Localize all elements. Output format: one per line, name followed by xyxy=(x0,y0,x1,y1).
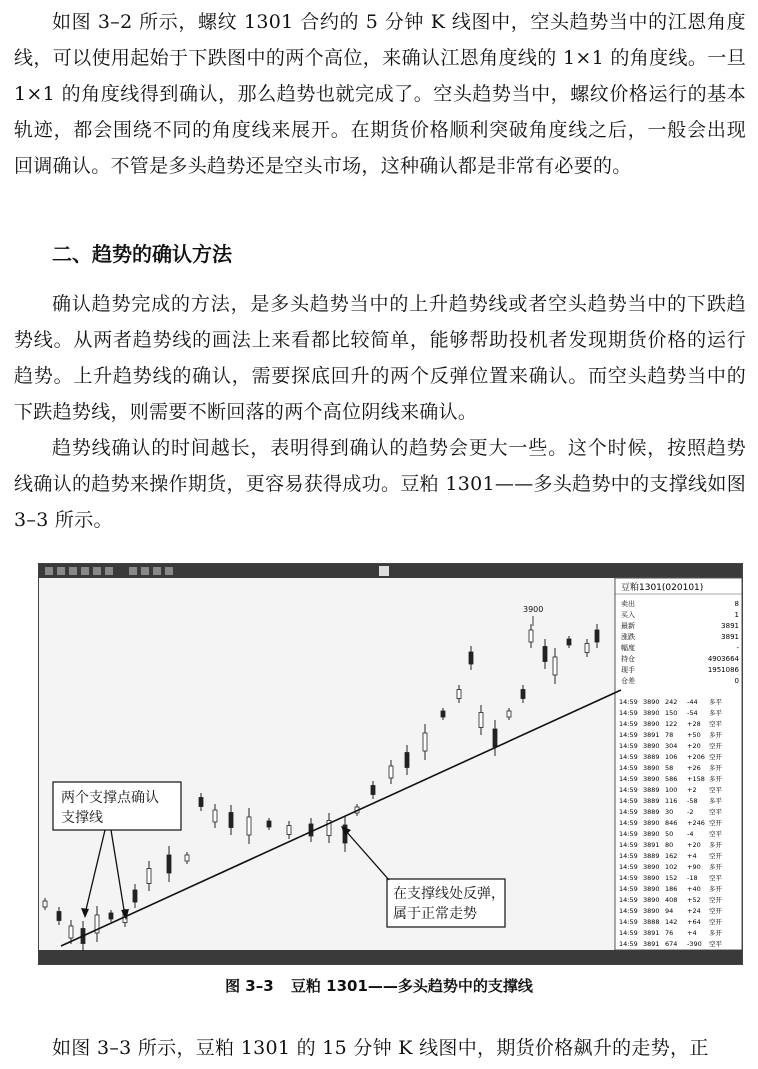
tick-cell: 14:59 xyxy=(619,808,638,816)
tick-cell: 3889 xyxy=(643,852,660,860)
candle-body xyxy=(69,926,73,938)
tick-cell: 多开 xyxy=(709,731,722,739)
tick-cell: 3890 xyxy=(643,863,660,871)
tick-cell: 30 xyxy=(665,808,674,816)
candle-body xyxy=(595,630,599,642)
tick-cell: 186 xyxy=(665,885,678,893)
candle-body xyxy=(199,798,203,807)
tick-cell: 多平 xyxy=(709,797,722,805)
tick-cell: 78 xyxy=(665,731,674,739)
tick-cell: 14:59 xyxy=(619,731,638,739)
tick-cell: 3890 xyxy=(643,720,660,728)
tick-cell: 3889 xyxy=(643,797,660,805)
tick-cell: 多开 xyxy=(709,863,722,871)
candle-body xyxy=(529,630,533,642)
tick-cell: 多开 xyxy=(709,929,722,937)
candle-body xyxy=(371,786,375,795)
tick-cell: 14:59 xyxy=(619,918,638,926)
tick-cell: 14:59 xyxy=(619,841,638,849)
tick-cell: 14:59 xyxy=(619,830,638,838)
tick-cell: 多开 xyxy=(709,841,722,849)
tick-cell: 14:59 xyxy=(619,929,638,937)
quote-label: 幅度 xyxy=(621,644,635,652)
candle-body xyxy=(521,690,525,699)
tick-cell: 3891 xyxy=(643,841,660,849)
figure-caption-title: 豆粕 1301——多头趋势中的支撑线 xyxy=(290,977,533,995)
candle-body xyxy=(267,821,271,827)
tick-cell: 14:59 xyxy=(619,742,638,750)
tick-cell: 408 xyxy=(665,896,678,904)
candle-body xyxy=(441,711,445,717)
candle-body xyxy=(585,644,589,653)
tick-cell: 空开 xyxy=(709,753,722,761)
tick-cell: +206 xyxy=(687,753,705,761)
tick-cell: -4 xyxy=(687,830,694,838)
candle-body xyxy=(469,652,473,664)
tick-cell: 3891 xyxy=(643,929,660,937)
candle-body xyxy=(147,869,151,884)
tick-cell: 14:59 xyxy=(619,764,638,772)
tick-cell: 14:59 xyxy=(619,753,638,761)
tick-cell: 14:59 xyxy=(619,709,638,717)
tick-cell: +158 xyxy=(687,775,705,783)
tick-cell: +4 xyxy=(687,852,697,860)
tick-cell: 14:59 xyxy=(619,797,638,805)
quote-label: 最新 xyxy=(621,622,635,630)
tick-cell: 多平 xyxy=(709,698,722,706)
quote-label: 持仓 xyxy=(621,655,635,663)
tick-cell: 3890 xyxy=(643,742,660,750)
tick-cell: 94 xyxy=(665,907,674,915)
tick-cell: +24 xyxy=(687,907,701,915)
tick-cell: -2 xyxy=(687,808,694,816)
tick-cell: +50 xyxy=(687,731,701,739)
tick-cell: 3890 xyxy=(643,764,660,772)
tick-cell: 14:59 xyxy=(619,907,638,915)
tick-cell: 空平 xyxy=(709,786,722,794)
tick-cell: 152 xyxy=(665,874,678,882)
tick-cell: +52 xyxy=(687,896,701,904)
tick-cell: 58 xyxy=(665,764,674,772)
tick-cell: +4 xyxy=(687,929,697,937)
quote-value: - xyxy=(736,644,739,652)
tick-cell: 空平 xyxy=(709,808,722,816)
tick-cell: 14:59 xyxy=(619,885,638,893)
quote-label: 现手 xyxy=(621,666,635,674)
tick-cell: 多开 xyxy=(709,885,722,893)
tick-cell: 空开 xyxy=(709,918,722,926)
tick-cell: 586 xyxy=(665,775,678,783)
quote-label: 仓差 xyxy=(621,677,635,685)
tick-cell: +20 xyxy=(687,841,701,849)
tick-cell: 3891 xyxy=(643,731,660,739)
figure-candlestick-chart xyxy=(38,563,743,965)
tick-cell: 142 xyxy=(665,918,678,926)
tick-cell: +2 xyxy=(687,786,697,794)
tick-cell: 3889 xyxy=(643,786,660,794)
tick-cell: 3890 xyxy=(643,885,660,893)
tick-cell: 空开 xyxy=(709,819,722,827)
tick-cell: 3890 xyxy=(643,896,660,904)
candle-body xyxy=(43,901,47,907)
tick-cell: 242 xyxy=(665,698,678,706)
tick-cell: +28 xyxy=(687,720,701,728)
tick-cell: 3890 xyxy=(643,819,660,827)
quote-value: 0 xyxy=(734,677,739,685)
candle-body xyxy=(247,817,251,835)
quote-label: 买入 xyxy=(621,611,635,619)
tick-cell: 14:59 xyxy=(619,720,638,728)
quote-value: 3891 xyxy=(721,622,739,630)
tick-cell: 3890 xyxy=(643,830,660,838)
tick-cell: 106 xyxy=(665,753,678,761)
peak-price-label: 3900 xyxy=(523,605,544,614)
tick-cell: 14:59 xyxy=(619,874,638,882)
tick-cell: 3888 xyxy=(643,918,660,926)
quote-value: 8 xyxy=(734,600,739,608)
candle-body xyxy=(57,912,61,921)
tick-cell: +26 xyxy=(687,764,701,772)
tick-cell: 304 xyxy=(665,742,678,750)
tick-cell: 3889 xyxy=(643,753,660,761)
tick-cell: 76 xyxy=(665,929,674,937)
candle-body xyxy=(109,913,113,919)
tick-cell: 674 xyxy=(665,940,678,948)
quote-label: 卖出 xyxy=(621,600,635,608)
tick-cell: 3890 xyxy=(643,698,660,706)
tick-cell: 3889 xyxy=(643,808,660,816)
tick-cell: 空开 xyxy=(709,907,722,915)
candle-body xyxy=(167,855,171,873)
annotation-left-line-1: 两个支撑点确认 xyxy=(61,790,159,806)
section-heading: 二、趋势的确认方法 xyxy=(52,242,232,266)
tick-cell: 空平 xyxy=(709,940,722,948)
quote-value: 1951086 xyxy=(707,666,739,674)
tick-cell: 14:59 xyxy=(619,698,638,706)
tick-cell: 14:59 xyxy=(619,940,638,948)
tick-cell: 14:59 xyxy=(619,786,638,794)
candle-body xyxy=(389,766,393,778)
candle-body xyxy=(133,890,137,902)
figure-caption-number: 图 3–3 xyxy=(225,977,274,995)
tick-cell: 空开 xyxy=(709,896,722,904)
tick-cell: 14:59 xyxy=(619,819,638,827)
tick-cell: 空开 xyxy=(709,852,722,860)
paragraph-1: 如图 3–2 所示，螺纹 1301 合约的 5 分钟 K 线图中，空头趋势当中的江恩角度线，可以使用起始于下跌图中的两个高位，来确认江恩角度线的 1×1 的角度线。一旦 1×1 的角度线得到确认，那么趋势也就完成了。空头趋势当中，螺纹价格运行的基本轨迹，都会围绕不同的角度线来展开。在期货价格顺利突破角度线之后，一般会出现回调确认。不管是多头趋势还是空头市场，这种确认都是非常有必要的。 xyxy=(14,11,746,177)
tick-cell: +90 xyxy=(687,863,701,871)
tick-cell: +40 xyxy=(687,885,701,893)
tick-cell: 3891 xyxy=(643,940,660,948)
tick-cell: 102 xyxy=(665,863,678,871)
tick-cell: 空平 xyxy=(709,874,722,882)
candle-body xyxy=(287,826,291,835)
tick-cell: 多开 xyxy=(709,764,722,772)
candle-body xyxy=(553,657,557,675)
candle-body xyxy=(229,813,233,828)
tick-cell: 多开 xyxy=(709,775,722,783)
tick-cell: +246 xyxy=(687,819,705,827)
tick-cell: +20 xyxy=(687,742,701,750)
candle-body xyxy=(493,729,497,747)
tick-cell: 846 xyxy=(665,819,678,827)
paragraph-3: 趋势线确认的时间越长，表明得到确认的趋势会更大一些。这个时候，按照趋势线确认的趋势来操作期货，更容易获得成功。豆粕 1301——多头趋势中的支撑线如图 3–3 所示。 xyxy=(14,437,746,531)
paragraph-4: 如图 3–3 所示，豆粕 1301 的 15 分钟 K 线图中，期货价格飙升的走势，正 xyxy=(52,1037,709,1059)
candle-body xyxy=(405,753,409,768)
tick-cell: -18 xyxy=(687,874,698,882)
tick-cell: 116 xyxy=(665,797,678,805)
tick-cell: 100 xyxy=(665,786,678,794)
tick-cell: 122 xyxy=(665,720,678,728)
paragraph-2: 确认趋势完成的方法，是多头趋势当中的上升趋势线或者空头趋势当中的下跌趋势线。从两者趋势线的画法上来看都比较简单，能够帮助投机者发现期货价格的运行趋势。上升趋势线的确认，需要探底回升的两个反弹位置来确认。而空头趋势当中的下跌趋势线，则需要不断回落的两个高位阴线来确认。 xyxy=(14,293,746,423)
candle-body xyxy=(457,690,461,699)
tick-cell: 3890 xyxy=(643,775,660,783)
tick-cell: 3890 xyxy=(643,874,660,882)
candle-body xyxy=(567,639,571,645)
tick-cell: 3890 xyxy=(643,709,660,717)
tick-cell: -58 xyxy=(687,797,698,805)
annotation-left-line-2: 支撑线 xyxy=(61,810,103,826)
tick-cell: 空平 xyxy=(709,720,722,728)
tick-cell: 空平 xyxy=(709,830,722,838)
tick-cell: 150 xyxy=(665,709,678,717)
quote-panel-title: 豆粕1301(020101) xyxy=(621,583,704,593)
candle-body xyxy=(309,824,313,836)
quote-value: 3891 xyxy=(721,633,739,641)
annotation-right-line-1: 在支撑线处反弹， xyxy=(393,886,505,902)
tick-cell: -390 xyxy=(687,940,702,948)
tick-cell: 80 xyxy=(665,841,674,849)
tick-cell: -54 xyxy=(687,709,698,717)
candle-body xyxy=(423,733,427,751)
tick-cell: 14:59 xyxy=(619,863,638,871)
annotation-right-line-2: 属于正常走势 xyxy=(393,906,477,922)
candle-body xyxy=(543,647,547,662)
tick-cell: 14:59 xyxy=(619,775,638,783)
tick-cell: 3890 xyxy=(643,907,660,915)
chart-plot-area xyxy=(39,578,615,950)
figure-caption xyxy=(0,975,758,996)
tick-cell: +64 xyxy=(687,918,701,926)
time-axis-strip xyxy=(39,950,742,964)
candle-body xyxy=(479,713,483,728)
tick-cell: 14:59 xyxy=(619,852,638,860)
tick-cell: 50 xyxy=(665,830,674,838)
tick-cell: 162 xyxy=(665,852,678,860)
candle-body xyxy=(507,711,511,717)
tick-cell: 多平 xyxy=(709,709,722,717)
tick-cell: -44 xyxy=(687,698,698,706)
candle-body xyxy=(185,855,189,861)
quote-value: 1 xyxy=(734,611,739,619)
tick-cell: 空开 xyxy=(709,742,722,750)
quote-value: 4903664 xyxy=(707,655,739,663)
chart-screenshot xyxy=(39,564,742,964)
tick-cell: 14:59 xyxy=(619,896,638,904)
candle-body xyxy=(213,810,217,822)
quote-label: 涨跌 xyxy=(621,633,635,641)
